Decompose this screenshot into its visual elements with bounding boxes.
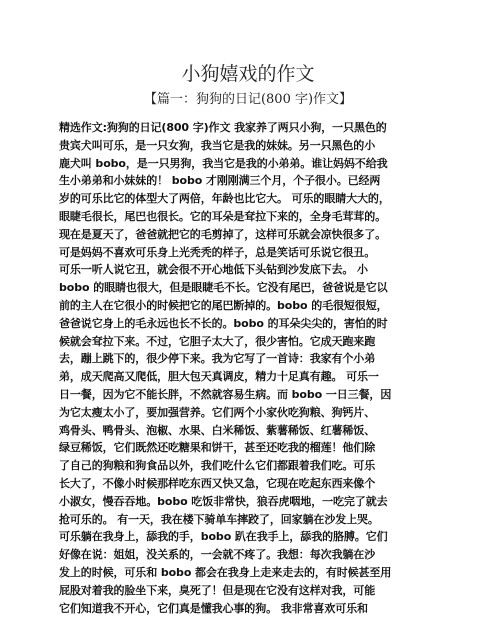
body-line: 抢可乐的。 有一天，我在楼下骑单车摔跤了，回家躺在沙发上哭。: [59, 512, 379, 526]
body-line: 可乐躺在我身上，舔我的手，bobo 趴在我手上，舔我的胳膊。它们: [59, 530, 388, 544]
body-line: 长大了，不像小时候那样吃东西又快又急，它现在吃起东西来像个: [59, 476, 376, 490]
body-line: 眼睫毛很长，尾巴也很长。它的耳朵是耷拉下来的，全身毛茸茸的。: [59, 209, 386, 223]
body-line: 现在是夏天了，爸爸就把它的毛剪掉了，这样可乐就会凉快很多了。: [59, 227, 386, 241]
body-line: bobo 的眼睛也很大，但是眼睫毛不长。它没有尾巴，爸爸说是它以: [59, 281, 388, 295]
article-subtitle: 【篇一：狗狗的日记(800 字)作文】: [143, 92, 353, 107]
body-line: 生小弟弟和小妹妹的！ bobo 才刚刚满三个月，个子很小。已经两: [59, 174, 381, 188]
body-line: 屁股对着我的脸坐下来，臭死了！但是现在它没有这样对我，可能: [59, 583, 376, 597]
body-line: 为它太瘦太小了，要加强营养。它们两个小家伙吃狗粮、狗钙片、: [59, 405, 376, 419]
body-line: 爸爸说它身上的毛永远也长不长的。bobo 的耳朵尖尖的，害怕的时: [59, 316, 388, 330]
body-line: 日一餐，因为它不能长胖，不然就容易生病。而 bobo 一日三餐，因: [59, 387, 392, 401]
body-line: 小淑女，慢吞吞地。bobo 吃饭非常快，狼吞虎咽地，一吃完了就去: [59, 494, 388, 508]
body-line: 它们知道我不开心，它们真是懂我心事的狗。 我非常喜欢可乐和: [59, 601, 368, 615]
body-line: 鸡骨头、鸭骨头、泡椒、水果、白米稀饭、紫薯稀饭、红薯稀饭、: [59, 423, 376, 437]
body-line: 前的主人在它很小的时候把它的尾巴断掉的。bobo 的毛很短很短，: [59, 298, 388, 312]
body-line: 岁的可乐比它的体型大了两倍，年龄也比它大。 可乐的眼睛大大的，: [59, 192, 390, 206]
body-line: 贵宾犬叫可乐，是一只女狗，我当它是我的妹妹。另一只黑色的小: [59, 138, 376, 152]
body-line: 去，蹦上跳下的，很少停下来。我为它写了一首诗：我家有个小弟: [59, 352, 376, 366]
body-line: 好像在说：姐姐，没关系的，一会就不疼了。我想：每次我躺在沙: [59, 548, 376, 562]
body-line: 候就会耷拉下来。不过，它胆子太大了，很少害怕。它成天跑来跑: [59, 334, 376, 348]
body-line: 发上的时候，可乐和 bobo 都会在我身上走来走去的，有时候甚至用: [59, 565, 392, 579]
body-line: 可乐一听人说它丑，就会很不开心地低下头钻到沙发底下去。 小: [59, 263, 368, 277]
body-line: 可是妈妈不喜欢可乐身上光秃秃的样子，总是笑话可乐说它很丑。: [59, 245, 376, 259]
body-line: 绿豆稀饭，它们既然还吃糖果和饼干，甚至还吃我的榴莲！他们除: [59, 441, 376, 455]
body-line: 了自己的狗粮和狗食品以外，我们吃什么它们都跟着我们吃。可乐: [59, 459, 376, 473]
body-line: 精选作文:狗狗的日记(800 字)作文 我家养了两只小狗，一只黑色的: [59, 121, 387, 134]
article-body: [59, 119, 449, 617]
body-line: 弟，成天爬高又爬低，胆大包天真调皮，精力十足真有趣。 可乐一: [59, 370, 379, 384]
body-line: 鹿犬叫 bobo，是一只男狗，我当它是我的小弟弟。谁让妈妈不给我: [59, 156, 388, 170]
page-title: 小狗嬉戏的作文: [181, 63, 315, 85]
